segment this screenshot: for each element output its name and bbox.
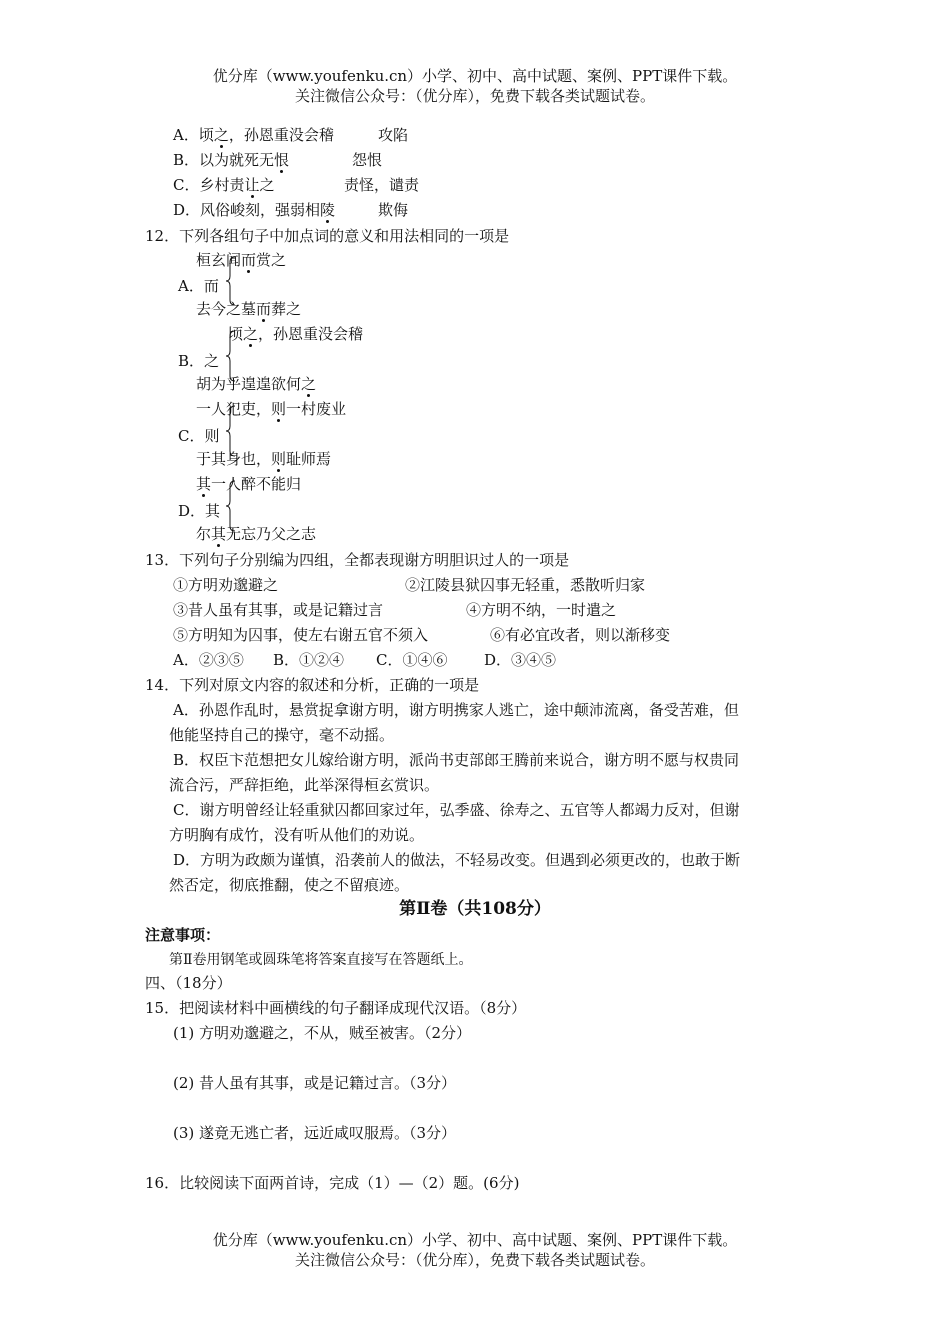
q12-d-sentence-1: 其一人醉不能归 bbox=[196, 475, 302, 493]
q11-option-a-meaning: 攻陷 bbox=[378, 126, 409, 144]
q12-b-sentence-1: 顷之，孙恩重没会稽 bbox=[228, 325, 364, 343]
q13-choice-c: C．①④⑥ bbox=[376, 651, 448, 669]
q11-option-d: D．风俗峻刻，强弱相陵 bbox=[173, 201, 336, 219]
q14-line-c1: C．谢方明曾经让轻重狱囚都回家过年，弘季盛、徐寿之、五官等人都竭力反对，但谢 bbox=[173, 801, 740, 819]
q12-b-brace bbox=[226, 330, 236, 382]
q15-item-1: (1) 方明劝邈避之，不从，贼至被害。（2分） bbox=[173, 1024, 472, 1042]
q14-line-a2: 他能坚持自己的操守，毫不动摇。 bbox=[169, 726, 395, 744]
q13-choice-a: A．②③⑤ bbox=[173, 651, 244, 669]
q12-b-sentence-2: 胡为乎遑遑欲何之 bbox=[196, 375, 317, 393]
q13-choice-b: B．①②④ bbox=[273, 651, 345, 669]
q12-a-label: A．而 bbox=[178, 277, 219, 295]
q13-item-5: ⑤方明知为囚事，使左右谢五官不须入 bbox=[173, 626, 429, 644]
q14-line-a1: A．孙恩作乱时，悬赏捉拿谢方明，谢方明携家人逃亡，途中颠沛流离，备受苦难，但 bbox=[173, 701, 739, 719]
q12-c-brace bbox=[226, 405, 236, 457]
q13-item-3: ③昔人虽有其事，或是记籍过言 bbox=[173, 601, 384, 619]
q15-item-2: (2) 昔人虽有其事，或是记籍过言。（3分） bbox=[173, 1074, 457, 1092]
q13-item-2: ②江陵县狱囚事无轻重，悉散听归家 bbox=[405, 576, 646, 594]
notice-text: 第Ⅱ卷用钢笔或圆珠笔将答案直接写在答题纸上。 bbox=[169, 952, 473, 968]
q12-d-brace bbox=[226, 480, 236, 532]
footer-line-1: 优分库（www.youfenku.cn）小学、初中、高中试题、案例、PPT课件下载。 bbox=[212, 1231, 738, 1249]
q11-option-b-meaning: 怨恨 bbox=[352, 151, 383, 169]
q12-a-brace bbox=[226, 256, 236, 306]
q12-stem: 12．下列各组句子中加点词的意义和用法相同的一项是 bbox=[145, 227, 510, 245]
q16-stem: 16．比较阅读下面两首诗，完成（1）—（2）题。(6分) bbox=[145, 1174, 520, 1192]
q12-d-sentence-2: 尔其无忘乃父之志 bbox=[196, 525, 317, 543]
q11-option-a: A．顷之，孙恩重没会稽 bbox=[173, 126, 334, 144]
section-4-heading: 四、（18分） bbox=[145, 974, 232, 992]
q11-option-d-meaning: 欺侮 bbox=[378, 201, 409, 219]
q13-stem: 13．下列句子分别编为四组，全都表现谢方明胆识过人的一项是 bbox=[145, 551, 570, 569]
q14-line-c2: 方明胸有成竹，没有听从他们的劝说。 bbox=[169, 826, 425, 844]
q12-d-label: D．其 bbox=[178, 502, 221, 520]
q15-item-3: (3) 遂竟无逃亡者，远近咸叹服焉。（3分） bbox=[173, 1124, 457, 1142]
notice-label: 注意事项： bbox=[145, 926, 221, 944]
q13-item-6: ⑥有必宜改者，则以渐移变 bbox=[490, 626, 671, 644]
q13-item-4: ④方明不纳，一时遣之 bbox=[466, 601, 617, 619]
q14-line-d1: D．方明为政颇为谨慎，沿袭前人的做法，不轻易改变。但遇到必须更改的，也敢于断 bbox=[173, 851, 741, 869]
q11-option-c: C．乡村责让之 bbox=[173, 176, 275, 194]
q12-c-label: C．则 bbox=[178, 427, 220, 445]
q12-c-sentence-1: 一人犯吏，则一村废业 bbox=[196, 400, 347, 418]
q11-option-c-meaning: 责怪，谴责 bbox=[344, 176, 420, 194]
q12-b-label: B．之 bbox=[178, 352, 220, 370]
q14-stem: 14．下列对原文内容的叙述和分析，正确的一项是 bbox=[145, 676, 480, 694]
header-line-1: 优分库（www.youfenku.cn）小学、初中、高中试题、案例、PPT课件下载。 bbox=[212, 67, 738, 85]
q14-line-b2: 流合污，严辞拒绝，此举深得桓玄赏识。 bbox=[169, 776, 440, 794]
q11-option-b: B．以为就死无恨 bbox=[173, 151, 290, 169]
header-line-2: 关注微信公众号：（优分库），免费下载各类试题试卷。 bbox=[294, 87, 655, 105]
part2-title: 第Ⅱ卷（共108分） bbox=[399, 899, 551, 919]
q12-a-sentence-1: 桓玄闻而赏之 bbox=[196, 251, 287, 269]
q13-item-1: ①方明劝邈避之 bbox=[173, 576, 279, 594]
q15-stem: 15．把阅读材料中画横线的句子翻译成现代汉语。（8分） bbox=[145, 999, 527, 1017]
q14-line-d2: 然否定，彻底推翻，使之不留痕迹。 bbox=[169, 876, 410, 894]
q12-c-sentence-2: 于其身也，则耻师焉 bbox=[196, 450, 332, 468]
footer-line-2: 关注微信公众号：（优分库），免费下载各类试题试卷。 bbox=[294, 1251, 655, 1269]
q12-a-sentence-2: 去今之墓而葬之 bbox=[196, 300, 302, 318]
q14-line-b1: B．权臣卞范想把女儿嫁给谢方明，派尚书吏部郎王腾前来说合，谢方明不愿与权贵同 bbox=[173, 751, 740, 769]
q13-choice-d: D．③④⑤ bbox=[484, 651, 557, 669]
